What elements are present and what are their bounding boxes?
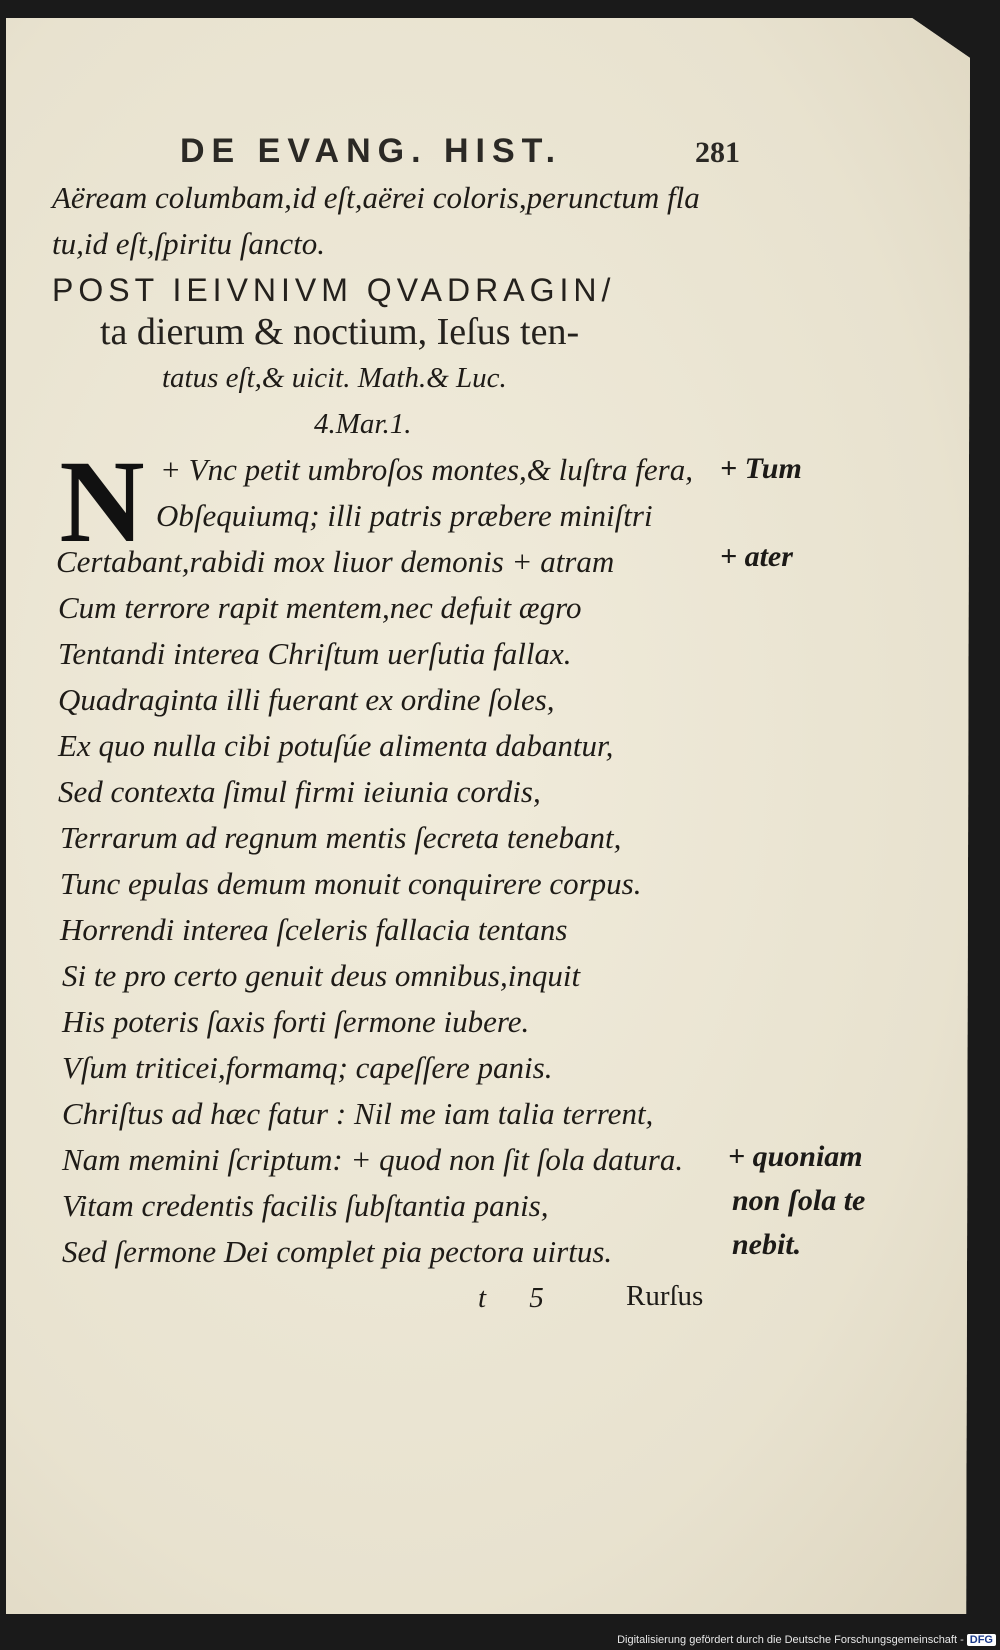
poem-line: Vitam credentis facilis ſubſtantia panis, bbox=[62, 1188, 549, 1223]
poem-line: Sed contexta ſimul firmi ieiunia cordis, bbox=[58, 774, 541, 809]
poem-line: Sed ſermone Dei complet pia pectora uirtus. bbox=[62, 1234, 613, 1269]
poem-line: Tentandi interea Chriſtum uerſutia fallax. bbox=[58, 636, 572, 671]
running-title: DE EVANG. HIST. bbox=[180, 132, 563, 170]
section-heading-line-3: tatus eſt,& uicit. Math.& Luc. bbox=[162, 362, 507, 394]
drop-capital: N bbox=[59, 436, 145, 567]
poem-line: Obſequiumq; illi patris præbere miniſtri bbox=[156, 498, 653, 533]
poem-line: + Vnc petit umbroſos montes,& luſtra fera, bbox=[160, 452, 693, 487]
poem-line: Si te pro certo genuit deus omnibus,inquit bbox=[62, 958, 581, 993]
dfg-logo: DFG bbox=[967, 1634, 996, 1646]
marginal-note: + Tum bbox=[720, 452, 802, 485]
poem-line: Chriſtus ad hæc fatur : Nil me iam talia terrent, bbox=[62, 1096, 654, 1131]
poem-line: Horrendi interea ſceleris fallacia tentans bbox=[60, 912, 568, 947]
poem-line: Cum terrore rapit mentem,nec defuit ægro bbox=[58, 590, 582, 625]
marginal-note: + quoniam bbox=[728, 1140, 863, 1173]
poem-line: Ex quo nulla cibi potuſúe alimenta dabantur, bbox=[58, 728, 614, 763]
poem-line: Terrarum ad regnum mentis ſecreta tenebant, bbox=[60, 820, 622, 855]
intro-line: tu,id eſt,ſpiritu ſancto. bbox=[52, 226, 325, 261]
credit-text: Digitalisierung gefördert durch die Deutsche Forschungsgemeinschaft - bbox=[617, 1634, 964, 1646]
page-number: 281 bbox=[695, 136, 740, 169]
signature-mark: t 5 bbox=[478, 1282, 544, 1314]
poem-line: Quadraginta illi fuerant ex ordine ſoles, bbox=[58, 682, 555, 717]
poem-line: His poteris ſaxis forti ſermone iubere. bbox=[62, 1004, 530, 1039]
poem-line: Tunc epulas demum monuit conquirere corpus. bbox=[60, 866, 642, 901]
intro-line: Aëream columbam,id eſt,aërei coloris,perunctum fla bbox=[52, 180, 700, 215]
running-header bbox=[180, 132, 740, 171]
section-heading-line-2: ta dierum & noctium, Ieſus ten- bbox=[100, 311, 580, 353]
catchword: Rurſus bbox=[626, 1280, 704, 1312]
marginal-note: nebit. bbox=[732, 1228, 802, 1261]
marginal-note: non ſola te bbox=[732, 1184, 866, 1217]
poem-line: Nam memini ſcriptum: + quod non ſit ſola datura. bbox=[62, 1142, 684, 1177]
section-heading-line-1: POST IEIVNIVM QVADRAGIN/ bbox=[52, 272, 616, 308]
poem-line: Certabant,rabidi mox liuor demonis + atram bbox=[56, 544, 615, 579]
poem-line: Vſum triticei,formamq; capeſſere panis. bbox=[62, 1050, 553, 1085]
digitization-credit bbox=[617, 1634, 996, 1646]
section-heading-line-4: 4.Mar.1. bbox=[314, 408, 412, 440]
marginal-note: + ater bbox=[720, 540, 793, 573]
